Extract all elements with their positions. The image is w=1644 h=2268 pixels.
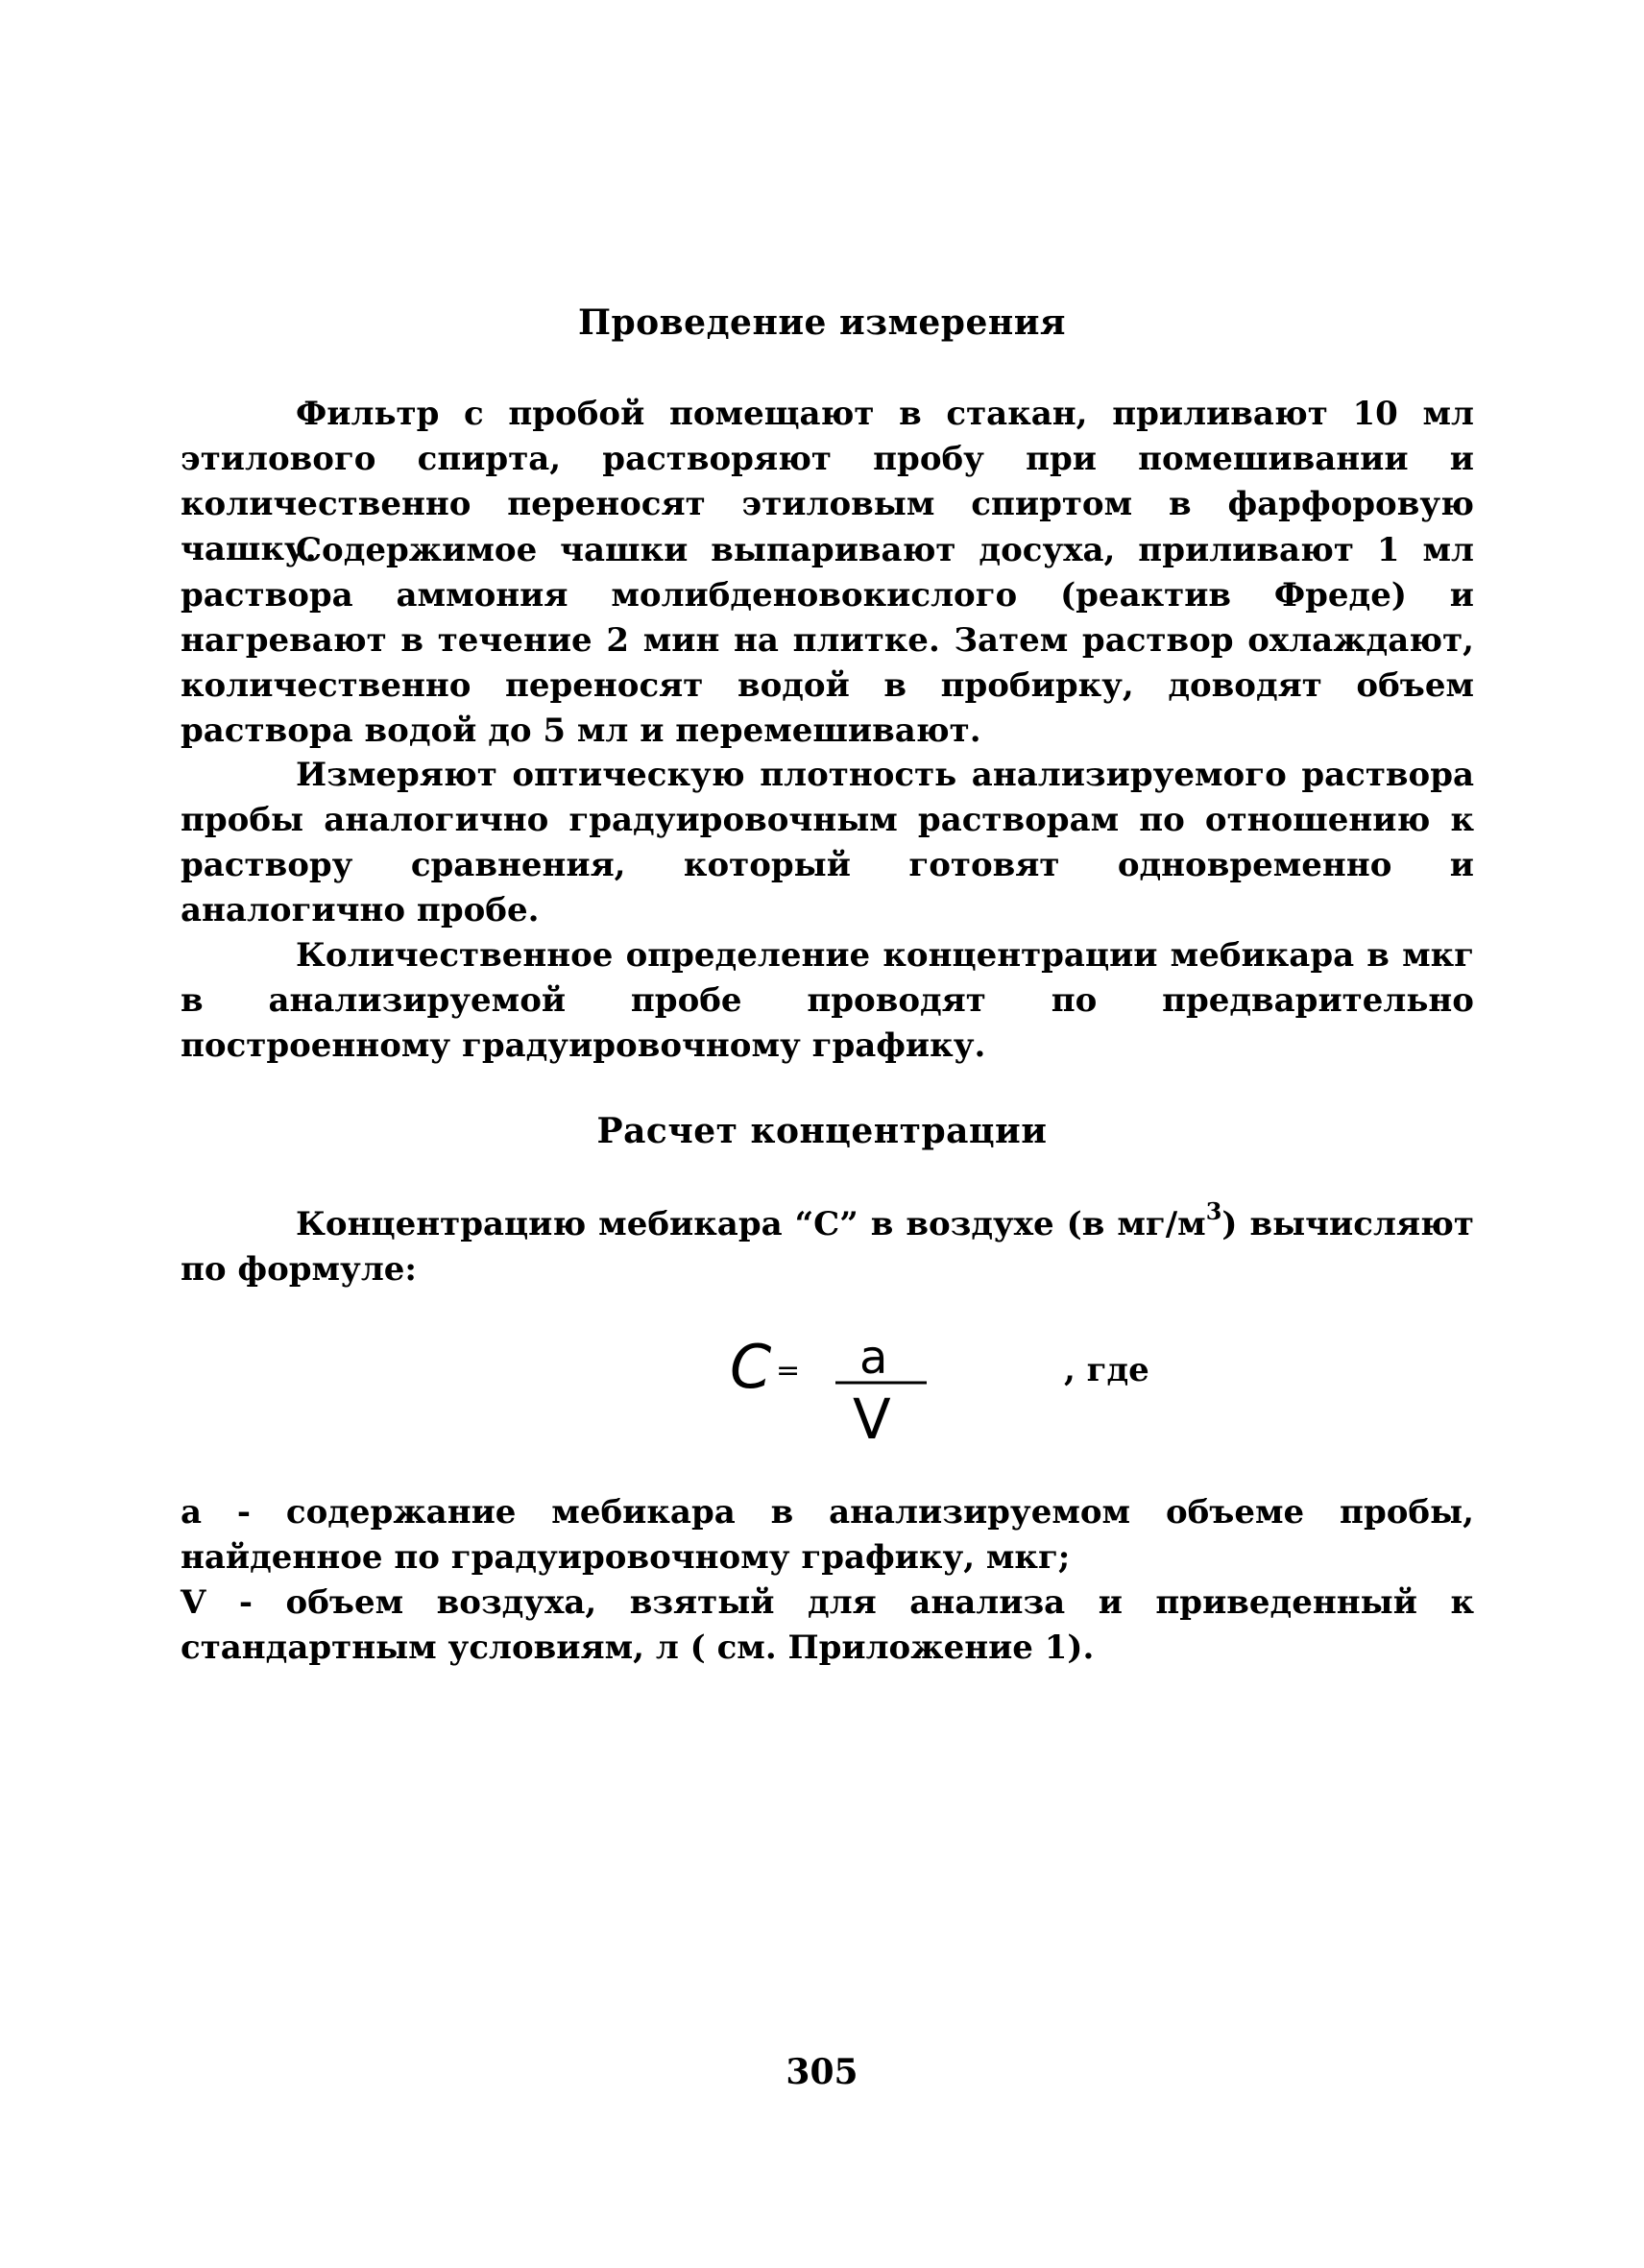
definition-v: V - объем воздуха, взятый для анализа и приведенный к стандартным условиям, л ( см. Приложение 1). (181, 1583, 1474, 1667)
paragraph-quantitative: Количественное определение концентрации мебикара в мкг в анализируемой пробе проводят по предварительно построенному градуировочному графику. (181, 936, 1474, 1065)
formula-graphic (711, 1330, 1037, 1464)
intro-text-before: Концентрацию мебикара “С” в воздухе (в мг/м (296, 1205, 1206, 1243)
formula-where: , где (1064, 1351, 1149, 1389)
definition-a: a - содержание мебикара в анализируемом объеме пробы, найденное по градуировочному графику, мкг; (181, 1493, 1474, 1577)
definitions (181, 1490, 1474, 1671)
paragraph-formula-intro (181, 1197, 1474, 1292)
section-title-measurement: Проведение измерения (577, 302, 1067, 343)
paragraph-filter: Фильтр с пробой помещают в стакан, приливают 10 мл этилового спирта, растворяют пробу при помешивании и количественно переносят этиловым спиртом в фарфоровую чашку. (181, 395, 1474, 568)
formula-equals: = (776, 1354, 801, 1387)
formula-denominator: V (853, 1387, 891, 1452)
paragraph-evaporation: Содержимое чашки выпаривают досуха, приливают 1 мл раствора аммония молибденовокислого (реактив Фреде) и нагревают в течение 2 мин на плитке. Затем раствор охлаждают, количественно переносят водой в пробирку, доводят объем раствора водой до 5 мл и перемешивают. (181, 531, 1474, 750)
page-number: 305 (786, 2052, 858, 2092)
section-title-calculation: Расчет концентрации (596, 1111, 1048, 1151)
formula (711, 1330, 1210, 1464)
paragraph-optical-density: Измеряют оптическую плотность анализируемого раствора пробы аналогично градуировочным растворам по отношению к раствору сравнения, который готовят одновременно и аналогично пробе. (181, 756, 1474, 929)
formula-lhs: C (730, 1332, 772, 1402)
superscript-three: 3 (1205, 1197, 1222, 1225)
intro-text-after: ) вычисляют по формуле: (181, 1205, 1474, 1289)
formula-numerator: a (859, 1331, 888, 1385)
